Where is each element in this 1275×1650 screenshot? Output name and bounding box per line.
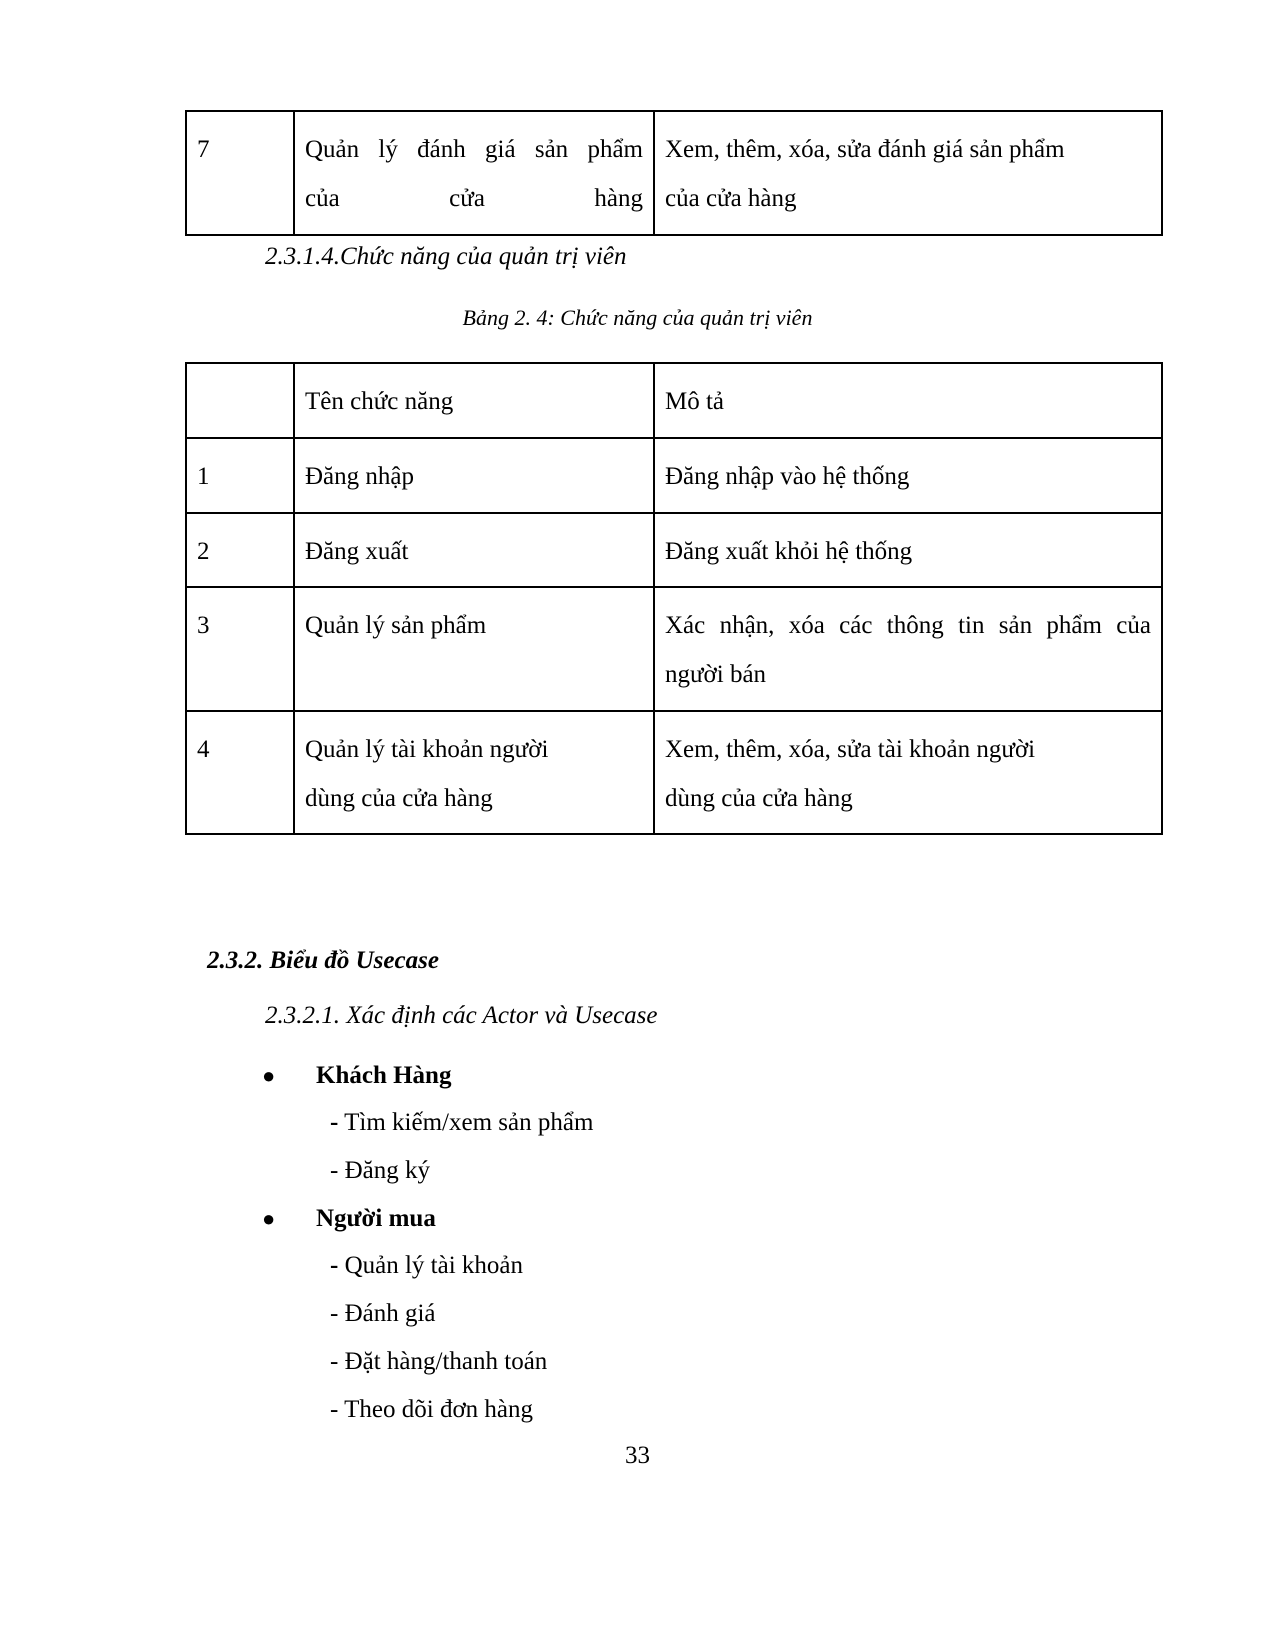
row-number-cell: 3 <box>186 587 294 711</box>
bullet-dot-icon: ● <box>262 1206 276 1231</box>
function-description-cell <box>654 711 1162 835</box>
table-row <box>186 513 1162 588</box>
dash-marker: - <box>330 1348 339 1375</box>
function-name-line-2: dùng của cửa hàng <box>305 784 493 812</box>
function-name-line-1: Quản lý tài khoản người <box>305 735 549 763</box>
function-name-cell: Đăng xuất <box>294 513 654 588</box>
sub-item-label: Đăng ký <box>344 1157 430 1184</box>
actor-sub-item <box>330 1109 593 1137</box>
function-description-line-1: Xem, thêm, xóa, sửa đánh giá sản phẩm <box>665 136 1065 163</box>
actor-sub-item <box>330 1157 430 1185</box>
sub-item-label: Tìm kiếm/xem sản phẩm <box>344 1109 594 1136</box>
function-name-cell: Đăng nhập <box>294 438 654 513</box>
function-name-cell: Quản lý sản phẩm <box>294 587 654 711</box>
actor-label: Người mua <box>316 1205 436 1232</box>
header-number <box>186 363 294 438</box>
actor-sub-item <box>330 1252 523 1280</box>
actor-sub-item <box>330 1348 547 1376</box>
function-description-cell: Đăng nhập vào hệ thống <box>654 438 1162 513</box>
sub-item-label: Theo dõi đơn hàng <box>344 1396 534 1423</box>
actor-sub-item <box>330 1300 436 1328</box>
heading-2-3-2-1: 2.3.2.1. Xác định các Actor và Usecase <box>265 1002 658 1029</box>
function-description-line-1: Xem, thêm, xóa, sửa tài khoản người <box>665 735 1036 763</box>
function-description-cell <box>654 587 1162 711</box>
table-row <box>186 438 1162 513</box>
function-description-line-2: của cửa hàng <box>665 184 797 212</box>
function-description-line-2: dùng của cửa hàng <box>665 784 853 812</box>
function-name-cell <box>294 111 654 235</box>
dash-marker: - <box>330 1109 339 1136</box>
sub-item-label: Đặt hàng/thanh toán <box>344 1348 548 1375</box>
function-description-cell <box>654 111 1162 235</box>
header-description: Mô tả <box>654 363 1162 438</box>
table-row <box>186 587 1162 711</box>
actor-bullet-khach-hang <box>262 1062 451 1090</box>
row-number-cell: 2 <box>186 513 294 588</box>
function-name-line-2: của cửa hàng <box>305 184 643 212</box>
dash-marker: - <box>330 1157 339 1184</box>
actor-label: Khách Hàng <box>316 1062 452 1089</box>
function-name-cell <box>294 711 654 835</box>
function-description-line-1: Xác nhận, xóa các thông tin sản phẩm của <box>665 612 1151 640</box>
actor-bullet-nguoi-mua <box>262 1205 436 1233</box>
bullet-dot-icon: ● <box>262 1063 276 1088</box>
dash-marker: - <box>330 1396 339 1423</box>
row-number-cell: 7 <box>186 111 294 235</box>
actor-sub-item <box>330 1396 533 1424</box>
table-seller-functions-continued <box>185 110 1163 236</box>
sub-item-label: Đánh giá <box>344 1300 436 1327</box>
function-description-line-2: người bán <box>665 661 767 688</box>
dash-marker: - <box>330 1300 339 1327</box>
header-function-name: Tên chức năng <box>294 363 654 438</box>
table-row <box>186 111 1162 235</box>
table-header-row <box>186 363 1162 438</box>
sub-item-label: Quản lý tài khoản <box>344 1252 524 1279</box>
dash-marker: - <box>330 1252 339 1279</box>
function-name-line-1: Quản lý đánh giá sản phẩm <box>305 136 643 163</box>
row-number-cell: 1 <box>186 438 294 513</box>
heading-2-3-1-4: 2.3.1.4.Chức năng của quản trị viên <box>265 243 627 270</box>
table-row <box>186 711 1162 835</box>
function-description-cell: Đăng xuất khỏi hệ thống <box>654 513 1162 588</box>
page-number: 33 <box>625 1442 650 1469</box>
row-number-cell: 4 <box>186 711 294 835</box>
table-admin-functions <box>185 362 1163 835</box>
table-caption-2-4: Bảng 2. 4: Chức năng của quản trị viên <box>462 305 813 330</box>
heading-2-3-2: 2.3.2. Biểu đồ Usecase <box>207 947 439 974</box>
